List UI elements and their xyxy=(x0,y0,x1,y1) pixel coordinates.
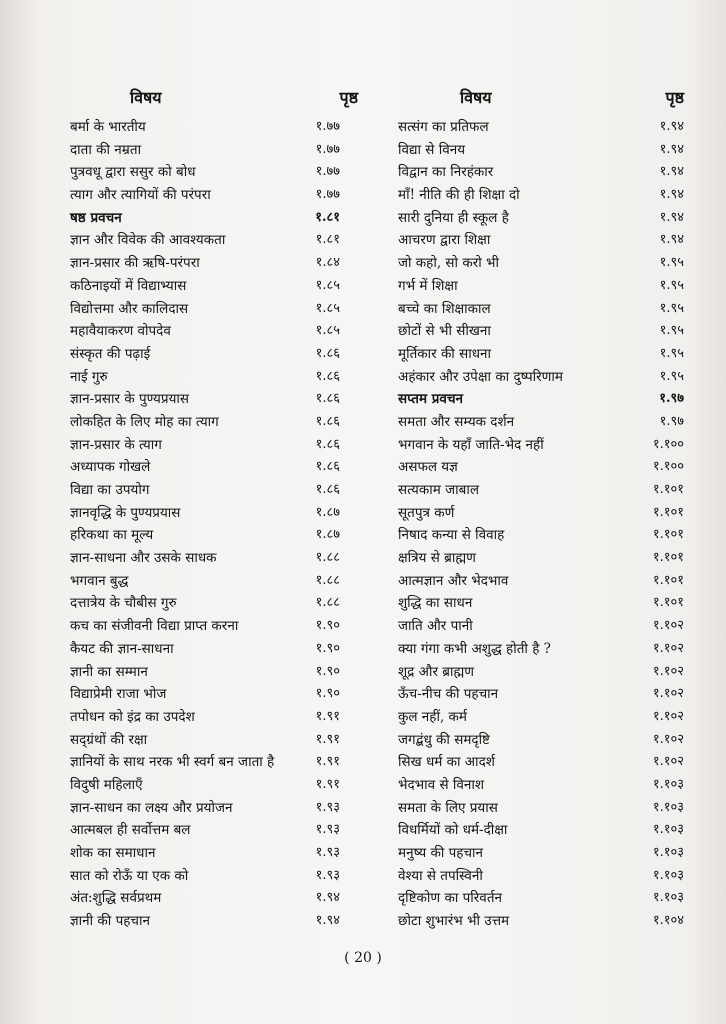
entry-subject: ज्ञान और विवेक की आवश्यकता xyxy=(70,232,226,249)
entry-subject: ज्ञानी का सम्मान xyxy=(70,663,148,680)
contents-row xyxy=(70,411,358,434)
contents-row xyxy=(70,751,358,774)
contents-row xyxy=(398,252,684,275)
entry-page-number: १.८८ xyxy=(315,550,340,566)
entry-subject: कठिनाइयों में विद्याभ्यास xyxy=(70,277,187,294)
entry-subject: ज्ञान-साधना और उसके साधक xyxy=(70,550,217,567)
contents-row xyxy=(70,547,358,570)
entry-subject: शुद्धि का साधन xyxy=(398,595,473,612)
contents-row xyxy=(70,592,358,615)
contents-row xyxy=(398,456,684,479)
entry-subject: समता के लिए प्रयास xyxy=(398,799,498,816)
entry-subject: गर्भ में शिक्षा xyxy=(398,277,458,294)
entry-page-number: १.९४ xyxy=(659,232,684,248)
entry-page-number: १.८८ xyxy=(315,595,340,611)
entry-page-number: १.१०३ xyxy=(652,799,684,815)
entry-page-number: १.९३ xyxy=(315,867,340,883)
entry-page-number: १.९५ xyxy=(659,300,684,316)
page-heading: पृष्ठ xyxy=(339,88,358,107)
entry-subject: सिख धर्म का आदर्श xyxy=(398,754,495,771)
entry-page-number: १.८६ xyxy=(315,345,340,361)
contents-row xyxy=(70,116,358,139)
contents-row xyxy=(398,683,684,706)
entry-subject: ज्ञान-साधन का लक्ष्य और प्रयोजन xyxy=(70,799,233,816)
contents-row xyxy=(70,184,358,207)
entry-subject: त्याग और त्यागियों की परंपरा xyxy=(70,187,211,204)
entry-page-number: १.८५ xyxy=(315,277,340,293)
entry-page-number: १.१०२ xyxy=(652,686,684,702)
page-heading: पृष्ठ xyxy=(665,88,684,107)
entry-page-number: १.९५ xyxy=(659,345,684,361)
contents-row xyxy=(70,819,358,842)
entry-subject: असफल यज्ञ xyxy=(398,459,458,476)
entry-page-number: १.९० xyxy=(315,663,340,679)
entry-page-number: १.१०० xyxy=(652,436,684,452)
contents-row xyxy=(70,320,358,343)
contents-row xyxy=(70,865,358,888)
entry-subject: अध्यापक गोखले xyxy=(70,459,151,476)
entry-subject: षष्ठ प्रवचन xyxy=(70,209,122,226)
entry-subject: दत्तात्रेय के चौबीस गुरु xyxy=(70,595,177,612)
entry-page-number: १.९५ xyxy=(659,323,684,339)
entry-subject: ज्ञान-प्रसार की ऋषि-परंपरा xyxy=(70,255,200,272)
entry-subject: ज्ञानी की पहचान xyxy=(70,913,150,930)
contents-row xyxy=(398,887,684,910)
contents-row xyxy=(70,774,358,797)
entry-page-number: १.९५ xyxy=(659,277,684,293)
entry-subject: बर्मा के भारतीय xyxy=(70,119,146,135)
entry-subject: ज्ञान-प्रसार के पुण्यप्रयास xyxy=(70,391,190,408)
section-heading-row xyxy=(398,388,684,411)
entry-page-number: १.८६ xyxy=(315,459,340,475)
entry-page-number: १.१०२ xyxy=(652,618,684,634)
entry-page-number: १.१०४ xyxy=(652,913,684,929)
contents-row xyxy=(70,388,358,411)
entry-subject: बच्चे का शिक्षाकाल xyxy=(398,300,491,317)
contents-row xyxy=(398,366,684,389)
contents-row xyxy=(70,887,358,910)
contents-row xyxy=(398,706,684,729)
contents-row xyxy=(398,161,684,184)
entry-page-number: १.९४ xyxy=(659,187,684,203)
entry-subject: जो कहो, सो करो भी xyxy=(398,255,499,272)
entry-page-number: १.७७ xyxy=(315,187,340,203)
entry-subject: कच का संजीवनी विद्या प्राप्त करना xyxy=(70,618,239,635)
entry-subject: क्या गंगा कभी अशुद्ध होती है ? xyxy=(398,640,551,657)
entry-subject: दृष्टिकोण का परिवर्तन xyxy=(398,890,503,907)
contents-row xyxy=(398,592,684,615)
entry-subject: दाता की नम्रता xyxy=(70,141,142,158)
entry-page-number: १.७७ xyxy=(315,141,340,157)
entry-page-number: १.९३ xyxy=(315,845,340,860)
subject-heading: विषय xyxy=(460,88,492,107)
contents-row xyxy=(398,479,684,502)
entry-page-number: १.१०० xyxy=(652,459,684,475)
entry-subject: मनुष्य की पहचान xyxy=(398,845,484,861)
entry-subject: माँ! नीति की ही शिक्षा दो xyxy=(398,187,520,204)
contents-row xyxy=(398,751,684,774)
entry-page-number: १.९४ xyxy=(315,913,340,929)
contents-row xyxy=(70,434,358,457)
contents-row xyxy=(398,842,684,865)
entry-page-number: १.८७ xyxy=(315,527,340,543)
column-header xyxy=(70,86,358,116)
contents-row xyxy=(398,275,684,298)
contents-row xyxy=(70,298,358,321)
contents-row xyxy=(70,706,358,729)
entry-subject: विधर्मियों को धर्म-दीक्षा xyxy=(398,822,508,839)
contents-row xyxy=(70,139,358,162)
contents-list xyxy=(398,116,684,933)
contents-row xyxy=(398,411,684,434)
entry-subject: कैयट की ज्ञान-साधना xyxy=(70,640,174,657)
contents-row xyxy=(398,207,684,230)
entry-page-number: १.८७ xyxy=(315,504,340,520)
entry-page-number: १.९० xyxy=(315,686,340,702)
entry-subject: विद्योत्तमा और कालिदास xyxy=(70,300,189,317)
contents-row xyxy=(70,524,358,547)
contents-column-left xyxy=(70,86,358,933)
contents-row xyxy=(398,229,684,252)
entry-page-number: १.१०३ xyxy=(652,822,684,838)
entry-page-number: १.८४ xyxy=(315,255,340,271)
entry-page-number: १.९५ xyxy=(659,255,684,271)
contents-row xyxy=(398,774,684,797)
contents-row xyxy=(70,229,358,252)
entry-subject: सारी दुनिया ही स्कूल है xyxy=(398,209,509,226)
entry-subject: सद्ग्रंथों की रक्षा xyxy=(70,731,148,748)
contents-row xyxy=(70,842,358,865)
contents-row xyxy=(398,797,684,820)
contents-row xyxy=(70,615,358,638)
entry-page-number: १.९१ xyxy=(315,731,340,747)
entry-subject: अहंकार और उपेक्षा का दुष्परिणाम xyxy=(398,368,564,385)
entry-subject: सूतपुत्र कर्ण xyxy=(398,504,455,521)
entry-subject: जगद्बंधु की समदृष्टि xyxy=(398,731,490,748)
entry-page-number: १.१०१ xyxy=(652,527,684,543)
contents-row xyxy=(398,524,684,547)
entry-subject: ज्ञानवृद्धि के पुण्यप्रयास xyxy=(70,504,181,521)
entry-page-number: १.९३ xyxy=(315,822,340,838)
entry-page-number: १.९४ xyxy=(659,119,684,134)
entry-subject: हरिकथा का मूल्य xyxy=(70,527,154,544)
entry-subject: सप्तम प्रवचन xyxy=(398,391,464,408)
entry-subject: महावैयाकरण वोपदेव xyxy=(70,323,171,340)
entry-subject: आचरण द्वारा शिक्षा xyxy=(398,232,491,249)
entry-page-number: १.८६ xyxy=(315,482,340,497)
entry-page-number: १.१०१ xyxy=(652,572,684,588)
entry-page-number: १.८६ xyxy=(315,413,340,429)
contents-row xyxy=(70,570,358,593)
contents-row xyxy=(398,910,684,933)
entry-page-number: १.९४ xyxy=(315,890,340,906)
entry-page-number: १.१०१ xyxy=(652,550,684,566)
entry-page-number: १.१०१ xyxy=(652,595,684,611)
contents-row xyxy=(70,729,358,752)
entry-subject: तपोधन को इंद्र का उपदेश xyxy=(70,708,195,725)
entry-page-number: १.८६ xyxy=(315,368,340,384)
entry-page-number: १.१०३ xyxy=(652,845,684,860)
contents-row xyxy=(70,638,358,661)
section-heading-row xyxy=(70,207,358,230)
contents-row xyxy=(70,502,358,525)
entry-subject: ज्ञान-प्रसार के त्याग xyxy=(70,436,162,453)
contents-row xyxy=(70,683,358,706)
entry-subject: भगवान बुद्ध xyxy=(70,572,129,589)
entry-page-number: १.८८ xyxy=(315,572,340,588)
entry-subject: वेश्या से तपस्विनी xyxy=(398,867,483,884)
contents-row xyxy=(398,819,684,842)
contents-row xyxy=(70,910,358,933)
entry-subject: विद्याप्रेमी राजा भोज xyxy=(70,686,167,703)
entry-page-number: १.९३ xyxy=(315,799,340,815)
entry-subject: विदुषी महिलाएँ xyxy=(70,776,143,793)
entry-subject: विद्या से विनय xyxy=(398,141,466,158)
contents-row xyxy=(398,570,684,593)
entry-subject: विद्या का उपयोग xyxy=(70,482,150,498)
contents-list xyxy=(70,116,358,933)
contents-row xyxy=(70,161,358,184)
contents-row xyxy=(70,797,358,820)
contents-row xyxy=(398,615,684,638)
entry-subject: भगवान के यहाँ जाति-भेद नहीं xyxy=(398,436,544,453)
entry-page-number: १.८१ xyxy=(315,232,340,248)
entry-subject: कुल नहीं, कर्म xyxy=(398,708,467,725)
contents-row xyxy=(398,502,684,525)
entry-page-number: १.८५ xyxy=(315,300,340,316)
entry-page-number: १.१०३ xyxy=(652,867,684,883)
entry-subject: समता और सम्यक दर्शन xyxy=(398,413,515,430)
entry-page-number: १.९० xyxy=(315,618,340,634)
entry-page-number: १.९७ xyxy=(659,391,684,407)
subject-heading: विषय xyxy=(130,88,162,107)
entry-subject: क्षत्रिय से ब्राह्मण xyxy=(398,550,476,567)
entry-subject: मूर्तिकार की साधना xyxy=(398,345,492,362)
contents-row xyxy=(398,116,684,139)
entry-subject: संस्कृत की पढ़ाई xyxy=(70,345,151,362)
contents-row xyxy=(70,275,358,298)
contents-row xyxy=(398,298,684,321)
entry-page-number: १.८५ xyxy=(315,323,340,339)
entry-page-number: १.९४ xyxy=(659,209,684,225)
entry-subject: छोटा शुभारंभ भी उत्तम xyxy=(398,913,510,930)
contents-row xyxy=(398,434,684,457)
entry-page-number: १.७७ xyxy=(315,119,340,134)
entry-subject: पुत्रवधू द्वारा ससुर को बोध xyxy=(70,164,196,181)
contents-row xyxy=(70,456,358,479)
entry-page-number: १.९४ xyxy=(659,141,684,157)
contents-column-right xyxy=(398,86,684,933)
contents-row xyxy=(398,729,684,752)
entry-page-number: १.९१ xyxy=(315,754,340,770)
entry-subject: आत्मबल ही सर्वोत्तम बल xyxy=(70,822,191,839)
entry-subject: ऊँच-नीच की पहचान xyxy=(398,686,499,703)
entry-subject: विद्वान का निरहंकार xyxy=(398,164,494,181)
entry-page-number: १.८१ xyxy=(315,209,340,225)
entry-subject: जाति और पानी xyxy=(398,618,473,635)
contents-row xyxy=(70,252,358,275)
entry-page-number: १.७७ xyxy=(315,164,340,180)
entry-subject: शूद्र और ब्राह्मण xyxy=(398,663,475,680)
entry-page-number: १.९७ xyxy=(659,413,684,429)
contents-row xyxy=(398,638,684,661)
entry-page-number: १.१०२ xyxy=(652,754,684,770)
contents-row xyxy=(398,865,684,888)
entry-page-number: १.१०२ xyxy=(652,708,684,724)
entry-subject: निषाद कन्या से विवाह xyxy=(398,527,505,544)
entry-page-number: १.१०१ xyxy=(652,482,684,497)
entry-page-number: १.८६ xyxy=(315,391,340,407)
entry-subject: आत्मज्ञान और भेदभाव xyxy=(398,572,509,589)
entry-subject: छोटों से भी सीखना xyxy=(398,323,491,340)
entry-page-number: १.१०२ xyxy=(652,640,684,656)
contents-row xyxy=(398,320,684,343)
contents-row xyxy=(398,661,684,684)
page-number: ( 20 ) xyxy=(344,950,382,966)
entry-page-number: १.९४ xyxy=(659,164,684,180)
entry-page-number: १.१०२ xyxy=(652,663,684,679)
entry-page-number: १.९० xyxy=(315,640,340,656)
contents-row xyxy=(70,479,358,502)
entry-subject: अंत:शुद्धि सर्वप्रथम xyxy=(70,890,162,907)
contents-row xyxy=(70,661,358,684)
contents-row xyxy=(398,139,684,162)
entry-page-number: १.९१ xyxy=(315,708,340,724)
entry-subject: नाई गुरु xyxy=(70,368,108,385)
contents-row xyxy=(398,184,684,207)
contents-row xyxy=(70,366,358,389)
column-header xyxy=(398,86,684,116)
contents-row xyxy=(398,547,684,570)
entry-page-number: १.९५ xyxy=(659,368,684,384)
entry-page-number: १.१०१ xyxy=(652,504,684,520)
entry-subject: ज्ञानियों के साथ नरक भी स्वर्ग बन जाता है xyxy=(70,754,275,771)
entry-subject: लोकहित के लिए मोह का त्याग xyxy=(70,413,219,430)
entry-page-number: १.१०२ xyxy=(652,731,684,747)
entry-subject: सत्यकाम जाबाल xyxy=(398,482,479,498)
entry-page-number: १.१०३ xyxy=(652,776,684,792)
entry-page-number: १.९१ xyxy=(315,776,340,792)
contents-row xyxy=(398,343,684,366)
entry-subject: सात को रोऊँ या एक को xyxy=(70,867,189,884)
entry-subject: शोक का समाधान xyxy=(70,845,156,861)
entry-page-number: १.८६ xyxy=(315,436,340,452)
contents-row xyxy=(70,343,358,366)
entry-page-number: १.१०३ xyxy=(652,890,684,906)
entry-subject: भेदभाव से विनाश xyxy=(398,776,485,793)
entry-subject: सत्संग का प्रतिफल xyxy=(398,119,489,135)
